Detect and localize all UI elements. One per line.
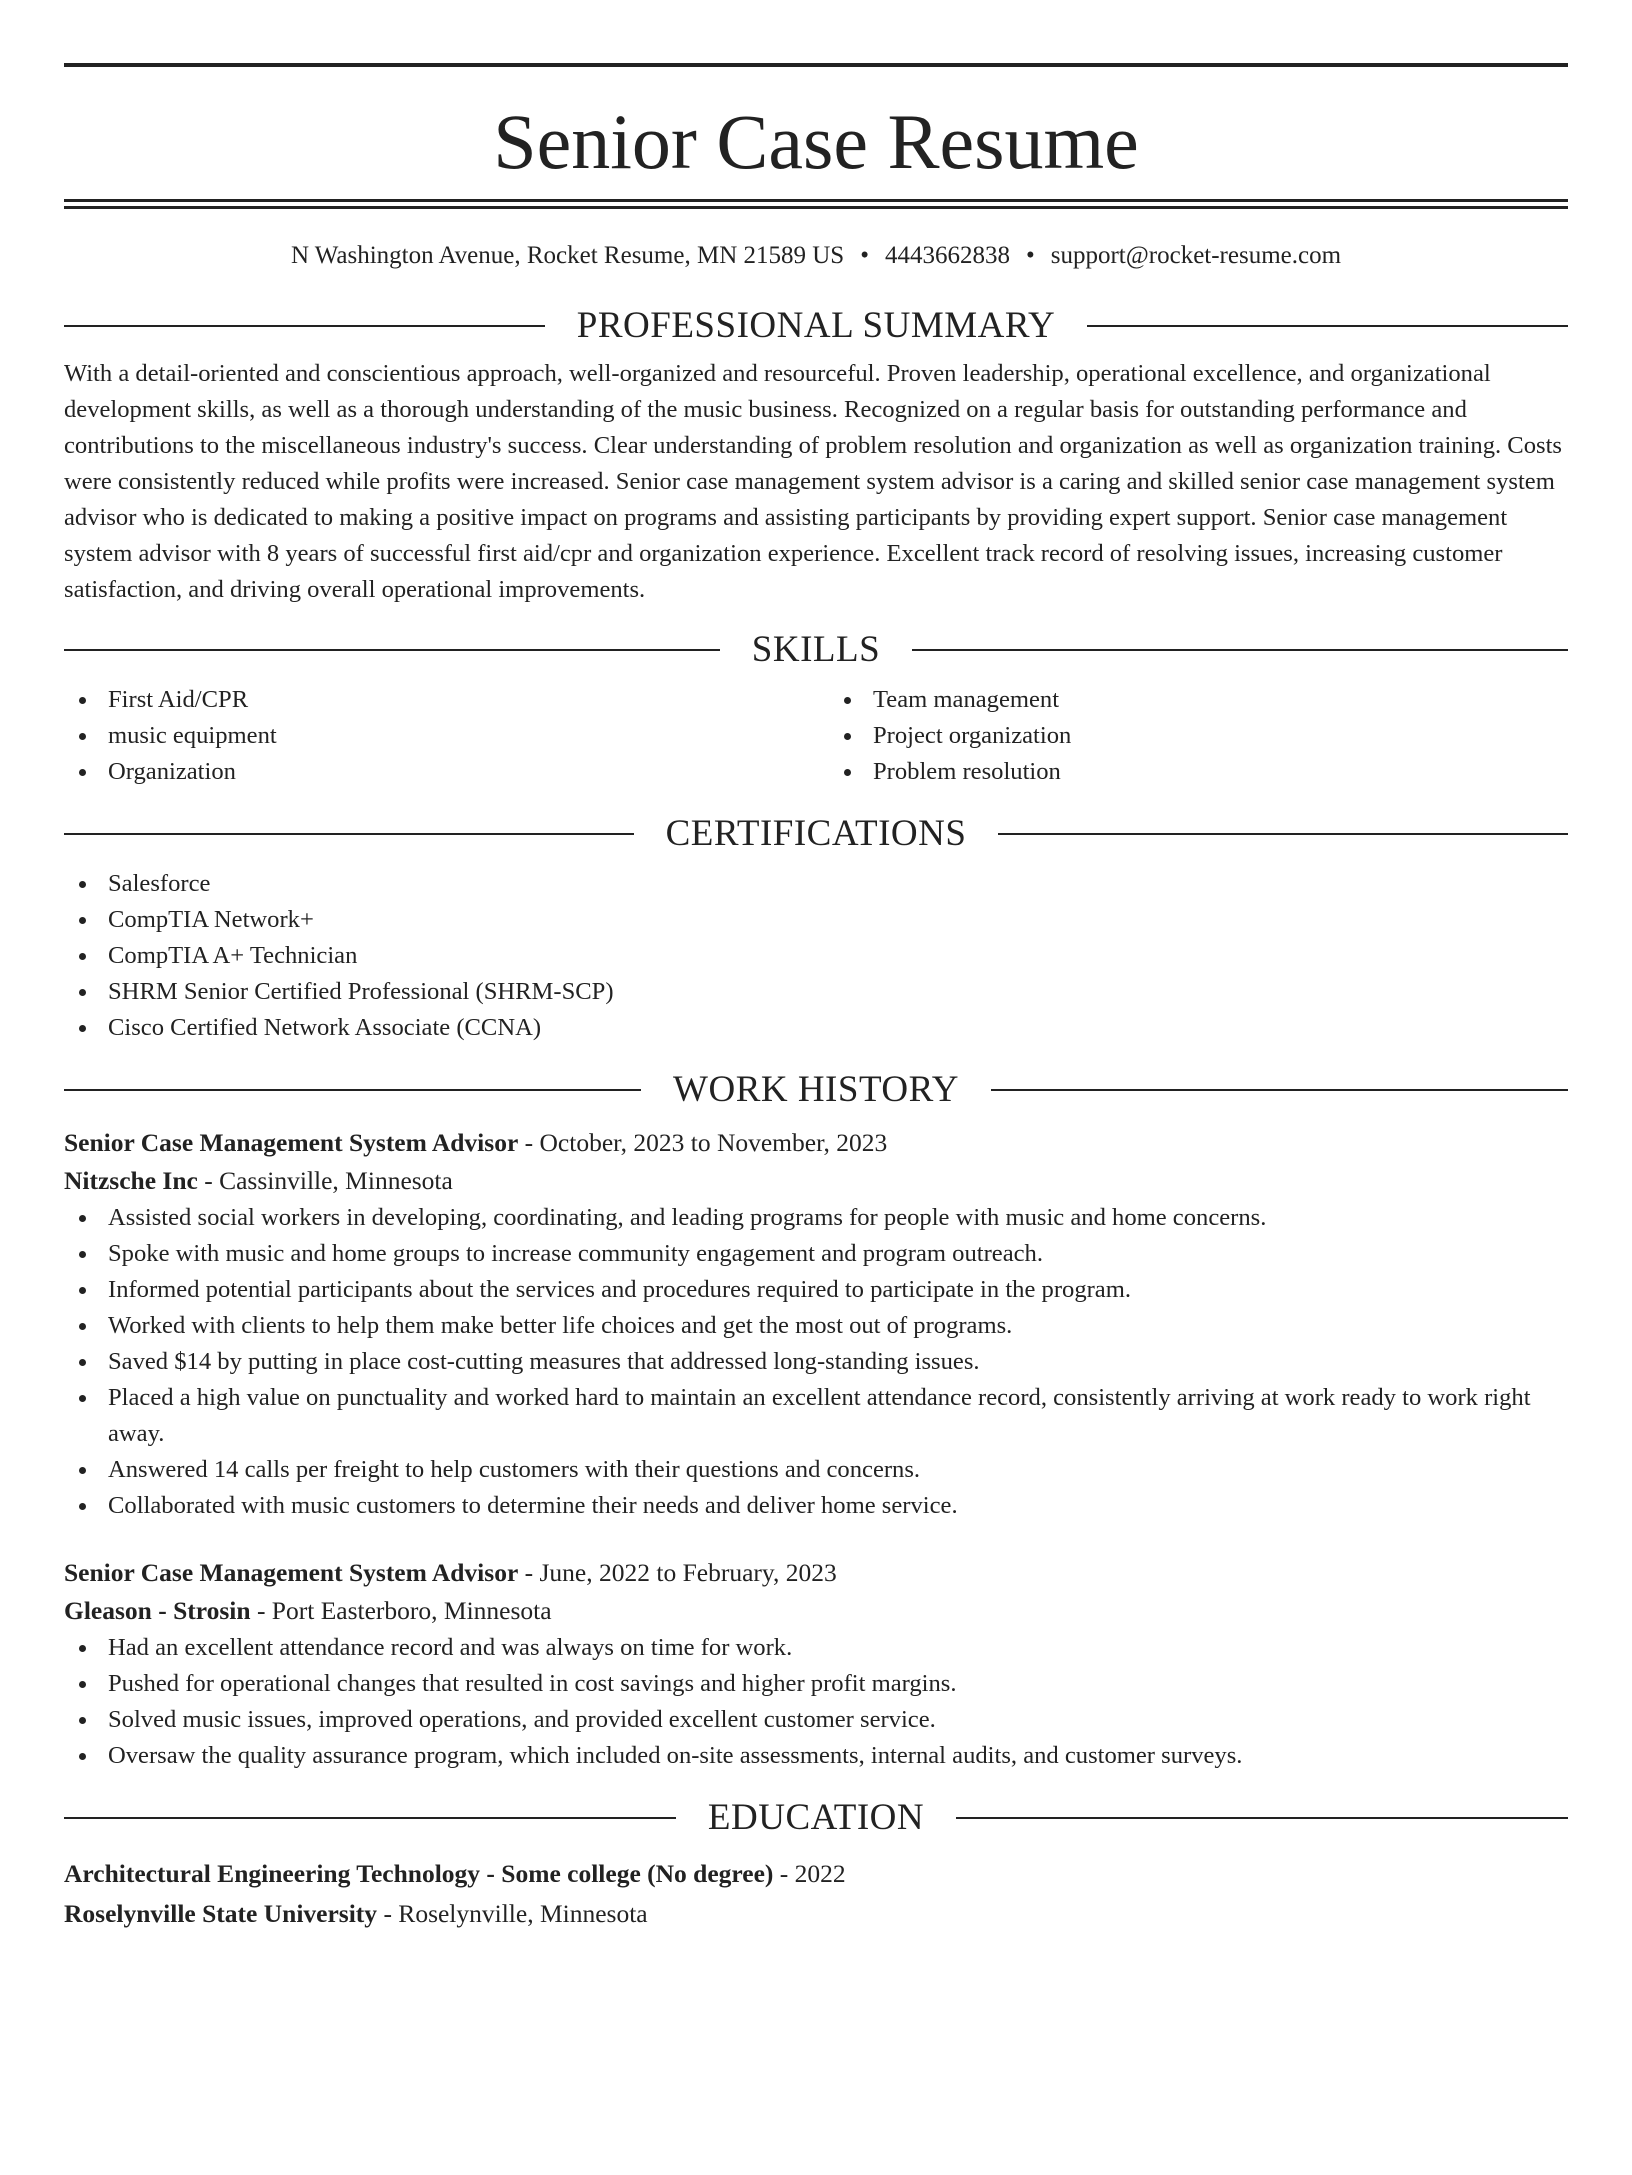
- contact-address: N Washington Avenue, Rocket Resume, MN 21589 US: [290, 242, 845, 269]
- education-degree: Architectural Engineering Technology - Some college (No degree): [64, 1859, 774, 1888]
- skill-item: Problem resolution: [829, 754, 1568, 790]
- job-dates: - October, 2023 to November, 2023: [518, 1128, 888, 1157]
- heading-rule: [64, 325, 545, 327]
- job-bullets: [64, 1630, 1568, 1774]
- certification-item: SHRM Senior Certified Professional (SHRM-SCP): [64, 974, 1568, 1010]
- job-bullets: [64, 1200, 1568, 1524]
- job-bullet: Pushed for operational changes that resulted in cost savings and higher profit margins.: [64, 1666, 1568, 1702]
- job-title-line: [64, 1554, 1568, 1592]
- skill-item: Project organization: [829, 718, 1568, 754]
- job-location: - Port Easterboro, Minnesota: [250, 1596, 552, 1625]
- education-location: - Roselynville, Minnesota: [377, 1899, 648, 1928]
- job-bullet: Informed potential participants about the services and procedures required to participate in the program.: [64, 1272, 1568, 1308]
- job-bullet: Spoke with music and home groups to increase community engagement and program outreach.: [64, 1236, 1568, 1272]
- summary-text: With a detail-oriented and conscientious approach, well-organized and resourceful. Proven leadership, operational excellence, and organizational development skills, as well as a thorough understanding of the music business. Recognized on a regular basis for outstanding performance and contributions to the miscellaneous industry's success. Clear understanding of problem resolution and organization as well as organization training. Costs were consistently reduced while profits were increased. Senior case management system advisor is a caring and skilled senior case management system advisor who is dedicated to making a positive impact on programs and assisting participants by providing expert support. Senior case management system advisor with 8 years of successful first aid/cpr and organization experience. Excellent track record of resolving issues, increasing customer satisfaction, and driving overall operational improvements.: [64, 360, 1562, 603]
- job-dates: - June, 2022 to February, 2023: [518, 1558, 837, 1587]
- certification-item: CompTIA Network+: [64, 902, 1568, 938]
- work-heading-row: [64, 1068, 1568, 1112]
- education-school-line: [64, 1894, 1568, 1934]
- job-title-line: [64, 1124, 1568, 1162]
- certifications-heading: CERTIFICATIONS: [665, 813, 967, 854]
- contact-email: support@rocket-resume.com: [1050, 242, 1342, 269]
- job-bullet: Oversaw the quality assurance program, which included on-site assessments, internal audits, and customer surveys.: [64, 1738, 1568, 1774]
- summary-heading: PROFESSIONAL SUMMARY: [576, 305, 1056, 346]
- heading-rule: [991, 1089, 1568, 1091]
- contact-separator: •: [860, 242, 869, 269]
- skill-item: First Aid/CPR: [64, 682, 803, 718]
- job-bullet: Collaborated with music customers to determine their needs and deliver home service.: [64, 1488, 1568, 1524]
- skill-item: music equipment: [64, 718, 803, 754]
- contact-line: [64, 239, 1568, 273]
- heading-rule: [956, 1817, 1568, 1819]
- job-bullet: Saved $14 by putting in place cost-cutting measures that addressed long-standing issues.: [64, 1344, 1568, 1380]
- skills-heading-row: [64, 628, 1568, 672]
- heading-rule: [998, 833, 1568, 835]
- certifications-heading-row: [64, 812, 1568, 856]
- education-degree-line: [64, 1854, 1568, 1894]
- job-entry: [64, 1554, 1568, 1774]
- resume-page: [0, 63, 1632, 1934]
- job-bullet: Worked with clients to help them make better life choices and get the most out of programs.: [64, 1308, 1568, 1344]
- page-title: Senior Case Resume: [493, 98, 1139, 185]
- job-bullet: Answered 14 calls per freight to help customers with their questions and concerns.: [64, 1452, 1568, 1488]
- summary-heading-row: [64, 304, 1568, 348]
- education-heading: EDUCATION: [707, 1797, 925, 1838]
- education-school: Roselynville State University: [64, 1899, 378, 1928]
- skill-item: Team management: [829, 682, 1568, 718]
- skills-column-left: [64, 682, 803, 790]
- education-year: - 2022: [773, 1859, 846, 1888]
- skills-list: [64, 682, 1568, 790]
- heading-rule: [64, 649, 720, 651]
- job-title: Senior Case Management System Advisor: [64, 1558, 519, 1587]
- job-entry: [64, 1124, 1568, 1524]
- job-title: Senior Case Management System Advisor: [64, 1128, 519, 1157]
- job-bullet: Had an excellent attendance record and was always on time for work.: [64, 1630, 1568, 1666]
- heading-rule: [64, 833, 634, 835]
- job-bullet: Placed a high value on punctuality and worked hard to maintain an excellent attendance record, consistently arriving at work ready to work right away.: [64, 1380, 1568, 1452]
- certification-item: Salesforce: [64, 866, 1568, 902]
- certification-item: CompTIA A+ Technician: [64, 938, 1568, 974]
- job-bullet: Assisted social workers in developing, coordinating, and leading programs for people with music and home concerns.: [64, 1200, 1568, 1236]
- skills-column-right: [803, 682, 1568, 790]
- skills-heading: SKILLS: [751, 629, 881, 670]
- heading-rule: [912, 649, 1568, 651]
- education-heading-row: [64, 1796, 1568, 1840]
- job-bullet: Solved music issues, improved operations, and provided excellent customer service.: [64, 1702, 1568, 1738]
- heading-rule: [64, 1089, 641, 1091]
- contact-phone: 4443662838: [884, 242, 1010, 269]
- work-heading: WORK HISTORY: [673, 1069, 959, 1110]
- certification-item: Cisco Certified Network Associate (CCNA): [64, 1010, 1568, 1046]
- certifications-list: [64, 866, 1568, 1046]
- job-company: Gleason - Strosin: [64, 1596, 251, 1625]
- job-company-line: [64, 1162, 1568, 1200]
- job-location: - Cassinville, Minnesota: [197, 1166, 453, 1195]
- title-double-rule: [64, 199, 1568, 209]
- heading-rule: [64, 1817, 676, 1819]
- skill-item: Organization: [64, 754, 803, 790]
- job-company: Nitzsche Inc: [64, 1166, 198, 1195]
- contact-separator: •: [1025, 242, 1035, 269]
- job-company-line: [64, 1592, 1568, 1630]
- heading-rule: [1087, 325, 1568, 327]
- education-entry: [64, 1854, 1568, 1934]
